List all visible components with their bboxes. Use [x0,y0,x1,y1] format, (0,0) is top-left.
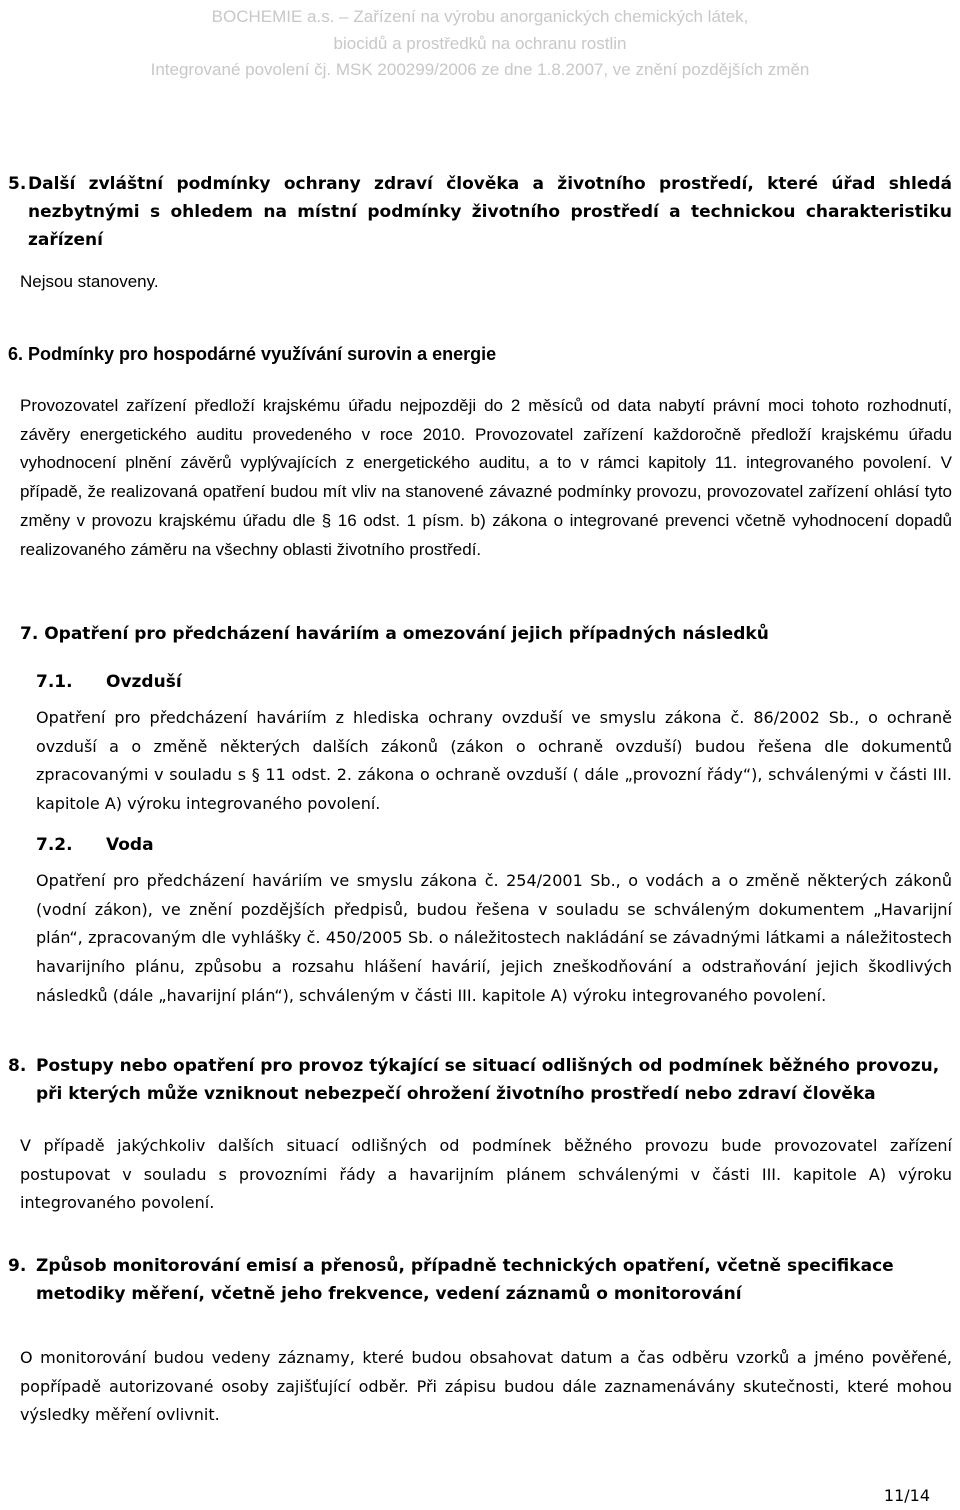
section-7-heading [20,620,952,648]
section-title: Způsob monitorování emisí a přenosů, případně technických opatření, včetně specifikace metodiky měření, včetně jeho frekvence, vedení záznamů o monitorování [36,1256,894,1304]
section-8-text: V případě jakýchkoliv dalších situací odlišných od podmínek běžného provozu bude provozovatel zařízení postupovat v souladu s provozními řády a havarijním plánem schválenými v části III. kapitole A) výroku integrovaného povolení. [20,1136,952,1213]
section-5-text: Nejsou stanoveny. [20,272,159,291]
header-line-1: BOCHEMIE a.s. – Zařízení na výrobu anorganických chemických látek, [211,7,749,26]
header-line-3: Integrované povolení čj. MSK 200299/2006 ze dne 1.8.2007, ve znění pozdějších změn [150,60,810,79]
section-number: 7. [20,624,39,644]
section-6-text [20,392,952,564]
section-8-heading [8,1052,952,1108]
document-header [0,4,960,84]
subsection-7-2-text: Opatření pro předcházení haváriím ve smyslu zákona č. 254/2001 Sb., o vodách a o změně některých zákonů (vodní zákon), ve znění pozdějších předpisů, budou řešena v souladu se schváleným dokumentem „Havarijní plán“, zpracovaným dle vyhlášky č. 450/2005 Sb. o náležitostech nakládání se závadnými látkami a náležitostech havarijního plánu, způsobu a rozsahu hlášení havárií, jejich zneškodňování a odstraňování jejich škodlivých následků (dále „havarijní plán“), schváleným v části III. kapitole A) výroku integrovaného povolení. [36,870,952,1005]
subsection-number: 7.1. [36,672,73,692]
section-6 [8,340,952,564]
section-number: 8. [8,1056,27,1076]
section-9-heading [8,1252,952,1308]
section-9 [8,1252,952,1430]
subsection-title: Voda [106,834,154,855]
subsection-title: Ovzduší [106,672,182,692]
section-title: Postupy nebo opatření pro provoz týkající se situací odlišných od podmínek běžného provozu, při kterých může vzniknout nebezpečí ohrožení životního prostředí nebo zdraví člověka [36,1056,940,1104]
subsection-7-1-text: Opatření pro předcházení haváriím z hlediska ochrany ovzduší ve smyslu zákona č. 86/2002 Sb., o ochraně ovzduší a o změně některých dalších zákonů (zákon o ochraně ovzduší) budou řešena dle dokumentů zpracovanými v souladu s § 11 odst. 2. zákona o ochraně ovzduší ( dále „provozní řády“), schválenými v části III. kapitole A) výroku integrovaného povolení. [36,708,952,814]
section-title: Opatření pro předcházení haváriím a omezování jejich případných následků [44,624,769,644]
section-number: 9. [8,1256,27,1276]
header-line-2: biocidů a prostředků na ochranu rostlin [333,33,627,53]
section-number: 6. [8,344,24,364]
section-5-heading [8,170,952,254]
section-number: 5. [8,174,27,194]
subsection-7-1-heading [36,672,952,692]
section-5 [8,170,952,297]
section-title: Podmínky pro hospodárné využívání surovin a energie [28,344,497,364]
section-9-text: O monitorování budou vedeny záznamy, které budou obsahovat datum a čas odběru vzorků a jméno pověřené, popřípadě autorizované osoby zajišťující odběr. Při zápisu budou dále zaznamenávány skutečnosti, které mohou výsledky měření ovlivnit. [20,1348,952,1425]
section-title: Další zvláštní podmínky ochrany zdraví člověka a životního prostředí, které úřad shledá nezbytnými s ohledem na místní podmínky životního prostředí a technickou charakteristiku zařízení [28,174,952,250]
section-6-heading [8,340,952,368]
page-number: 11/14 [883,1486,930,1505]
section-6-text-a: Provozovatel zařízení předloží krajskému úřadu nejpozději do 2 měsíců od data nabytí právní moci tohoto rozhodnutí, závěry energetického auditu provedeného v roce 2010. [20,396,952,444]
subsection-number: 7.2. [36,834,73,855]
subsection-7-2-heading [36,835,952,855]
section-8 [8,1052,952,1218]
section-6-text-b: Provozovatel zařízení každoročně předloží krajskému úřadu vyhodnocení plnění závěrů vyplývajících z energetického auditu, a to v rámci kapitoly 11. integrovaného povolení. V případě, že realizovaná opatření budou mít vliv na stanovené závazné podmínky provozu, provozovatel zařízení ohlásí tyto změny v provozu krajskému úřadu dle § 16 odst. 1 písm. b) zákona o integrované prevenci včetně vyhodnocení dopadů realizovaného záměru na všechny oblasti životního prostředí. [20,424,952,559]
section-7 [8,620,952,1010]
